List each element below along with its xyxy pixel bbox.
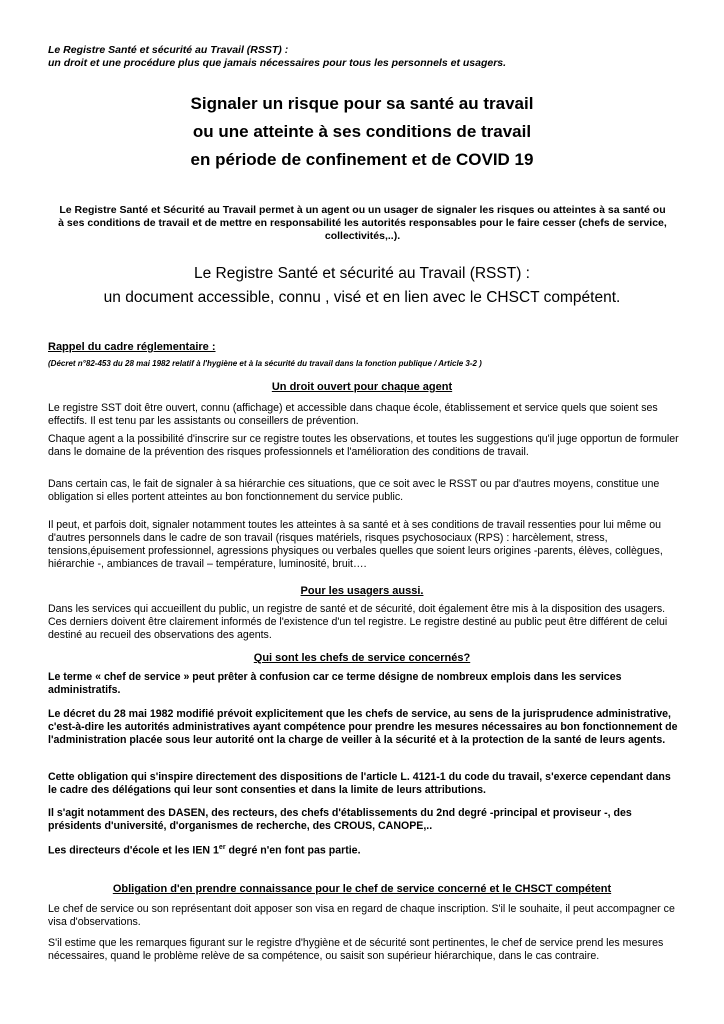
intro-paragraph: Le Registre Santé et Sécurité au Travail permet à un agent ou un usager de signaler les risques ou atteintes à sa santé ou à ses conditions de travail et de mettre en responsabilité les autorités responsables pour le faire cesser (chefs de service, collectivités,..).: [58, 204, 667, 242]
paragraph: [48, 841, 680, 858]
paragraph: Dans certain cas, le fait de signaler à sa hiérarchie ces situations, que ce soit avec le RSST ou par d'autres moyens, constitue une obligation si elles portent atteintes au bon fonctionnement du service public.: [48, 478, 660, 503]
paragraph: Le terme « chef de service » peut prêter à confusion car ce terme désigne de nombreux emplois dans les services administratifs.: [48, 671, 622, 696]
section-heading-usagers: Pour les usagers aussi.: [300, 585, 424, 597]
paragraph: Le décret du 28 mai 1982 modifié prévoit explicitement que les chefs de service, au sens de la jurisprudence administrative, c'est-à-dire les autorités administratives ayant compétence pour prendre les mesures nécessaires au bon fonctionnement de l'administration placée sous leur autorité ont la charge de veiller à la sécurité et à la protection de la santé de leurs agents.: [48, 708, 678, 746]
main-title-line-3: en période de confinement et de COVID 19: [190, 150, 534, 169]
subtitle-line-2: un document accessible, connu , visé et en lien avec le CHSCT compétent.: [103, 289, 621, 306]
superscript: er: [218, 844, 226, 851]
rappel-label: Rappel du cadre réglementaire :: [48, 341, 216, 353]
subtitle-line-1: Le Registre Santé et sécurité au Travail (RSST) :: [194, 265, 530, 282]
decree-reference: (Décret n°82-453 du 28 mai 1982 relatif à l'hygiène et à la sécurité du travail dans la fonction publique / Article 3-2 ): [48, 359, 482, 368]
paragraph: Le registre SST doit être ouvert, connu (affichage) et accessible dans chaque école, établissement et service quels que soient ses effectifs. Il est tenu par les assistants ou conseillers de prévention.: [48, 402, 658, 427]
section-heading-obligation: Obligation d'en prendre connaissance pour le chef de service concerné et le CHSCT compétent: [112, 883, 612, 895]
paragraph: Le chef de service ou son représentant doit apposer son visa en regard de chaque inscription. S'il le souhaite, il peut accompagner ce visa d'observations.: [48, 903, 675, 928]
main-title-line-1: Signaler un risque pour sa santé au travail: [190, 94, 534, 113]
header-line-2: un droit et une procédure plus que jamais nécessaires pour tous les personnels et usagers.: [48, 57, 507, 69]
main-title-line-2: ou une atteinte à ses conditions de travail: [192, 122, 532, 141]
paragraph: Chaque agent a la possibilité d'inscrire sur ce registre toutes les observations, et toutes les suggestions qu'il juge opportun de formuler dans le domaine de la prévention des risques professionnels et l'amélioration des conditions de travail.: [48, 433, 679, 458]
subtitle: [40, 262, 684, 310]
section-heading-chefs: Qui sont les chefs de service concernés?: [253, 652, 471, 664]
paragraph: S'il estime que les remarques figurant sur le registre d'hygiène et de sécurité sont pertinentes, le chef de service prend les mesures nécessaires, quand le problème relève de sa compétence, ou saisit son supérieur hiérarchique, dans le cas contraire.: [48, 937, 664, 962]
paragraph: Dans les services qui accueillent du public, un registre de santé et de sécurité, doit également être mis à la disposition des usagers. Ces derniers doivent être clairement informés de l'existence d'un tel registre. Le registre destiné au public peut être différent de celui destiné au recueil des observations des agents.: [48, 603, 668, 641]
paragraph: Cette obligation qui s'inspire directement des dispositions de l'article L. 4121-1 du code du travail, s'exerce cependant dans le cadre des délégations qui leur sont consenties et dans la limite de leurs attributions.: [48, 771, 671, 796]
section-heading-droit: Un droit ouvert pour chaque agent: [271, 381, 453, 393]
header-line-1: Le Registre Santé et sécurité au Travail (RSST) :: [48, 44, 289, 56]
text-span: Les directeurs d'école et les IEN 1: [48, 844, 219, 857]
main-title: [60, 90, 664, 174]
text-span: degré n'en font pas partie.: [225, 844, 361, 857]
document-header: [48, 44, 688, 70]
paragraph: Il s'agit notamment des DASEN, des recteurs, des chefs d'établissements du 2nd degré -principal et proviseur -, des présidents d'université, d'organismes de recherche, des CROUS, CANOPE,..: [48, 807, 632, 832]
paragraph: Il peut, et parfois doit, signaler notamment toutes les atteintes à sa santé et à ses conditions de travail ressenties pour lui même ou d'autres personnels dans le cadre de son travail (risques matériels, risques psychosociaux (RPS) : harcèlement, stress, tensions,épuisement professionnel, agressions physiques ou verbales quelles que soient leurs origines -parents, élèves, collègues, hiérarchie -, ambiances de travail – température, luminosité, bruit….: [48, 519, 663, 570]
